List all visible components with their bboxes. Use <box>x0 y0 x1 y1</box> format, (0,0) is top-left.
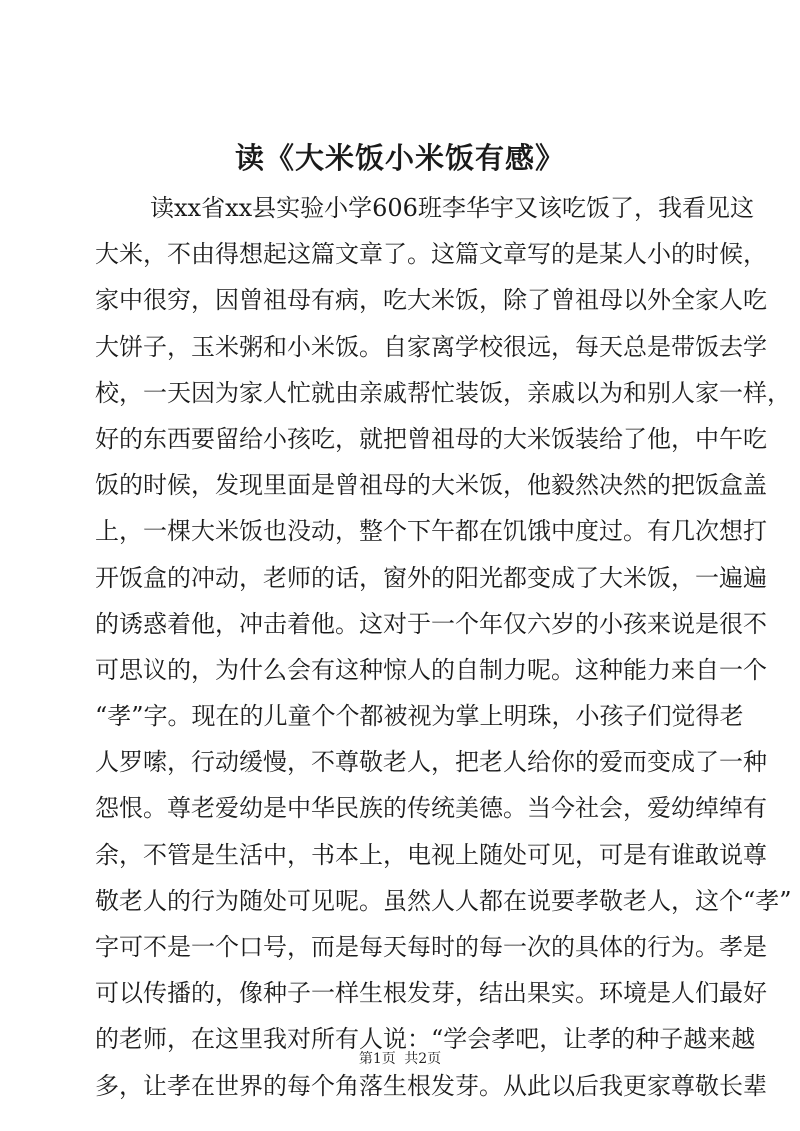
page-footer <box>0 1049 800 1069</box>
body-line: 多，让孝在世界的每个角落生根发芽。从此以后我更家尊敬长辈 <box>95 1071 767 1100</box>
body-line: 敬老人的行为随处可见呢。虽然人人都在说要孝敬老人，这个“孝” <box>95 886 792 915</box>
body-line: 上，一棵大米饭也没动，整个下午都在饥饿中度过。有几次想打 <box>95 517 767 546</box>
body-line: 大饼子，玉米粥和小米饭。自家离学校很远，每天总是带饭去学 <box>95 332 767 361</box>
body-line: 怨恨。尊老爱幼是中华民族的传统美德。当今社会，爱幼绰绰有 <box>95 794 767 823</box>
body-line: 校，一天因为家人忙就由亲戚帮忙装饭，亲戚以为和别人家一样， <box>95 378 791 407</box>
body-line: 余，不管是生活中，书本上，电视上随处可见，可是有谁敢说尊 <box>95 840 767 869</box>
body-line: 好的东西要留给小孩吃，就把曾祖母的大米饭装给了他，中午吃 <box>95 424 767 453</box>
body-line: 饭的时候，发现里面是曾祖母的大米饭，他毅然决然的把饭盒盖 <box>95 471 767 500</box>
body-line: 字可不是一个口号，而是每天每时的每一次的具体的行为。孝是 <box>95 933 767 961</box>
body-line: 可思议的，为什么会有这种惊人的自制力呢。这种能力来自一个 <box>95 655 767 684</box>
body-line: 的老师，在这里我对所有人说：“学会孝吧，让孝的种子越来越 <box>95 1025 756 1054</box>
body-line: “孝”字。现在的儿童个个都被视为掌上明珠，小孩子们觉得老 <box>95 702 744 731</box>
body-line: 开饭盒的冲动，老师的话，窗外的阳光都变成了大米饭，一遍遍 <box>95 563 767 592</box>
body-line: 的诱惑着他，冲击着他。这对于一个年仅六岁的小孩来说是很不 <box>95 609 767 638</box>
body-line: 家中很穷，因曾祖母有病，吃大米饭，除了曾祖母以外全家人吃 <box>95 286 767 315</box>
body-line: 读xx省xx县实验小学606班李华宇又该吃饭了，我看见这 <box>150 194 754 222</box>
body-line: 大米，不由得想起这篇文章了。这篇文章写的是某人小的时候， <box>95 240 767 269</box>
page-number: 第1页 <box>358 1051 396 1067</box>
page-total: 共2页 <box>404 1051 442 1067</box>
document-title: 读《大米饭小米饭有感》 <box>234 141 565 175</box>
body-line: 可以传播的，像种子一样生根发芽，结出果实。环境是人们最好 <box>95 979 767 1008</box>
document-body <box>95 185 792 1109</box>
body-line: 人罗嗦，行动缓慢，不尊敬老人，把老人给你的爱而变成了一种 <box>95 748 767 777</box>
